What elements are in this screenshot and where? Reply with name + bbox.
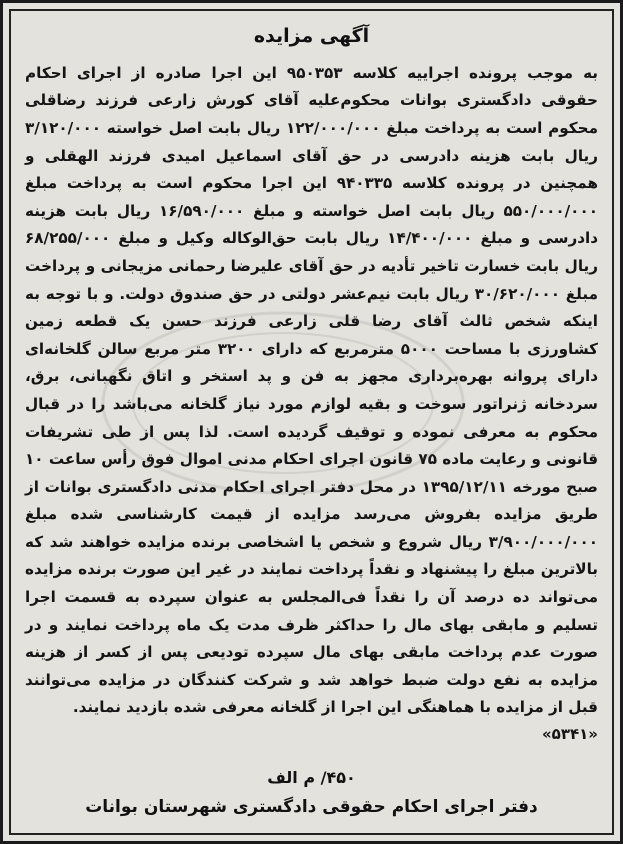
spacer <box>25 746 598 768</box>
notice-frame <box>9 9 614 835</box>
notice-code: ۴۵۰/ م الف <box>267 768 356 787</box>
notice-title: آگهی مزایده <box>253 25 370 47</box>
issuer-signature: دفتر اجرای احکام حقوقی دادگستری شهرستان بوانات <box>85 797 538 817</box>
reference-number: «۵۳۴۱» <box>541 725 598 744</box>
notice-body: به موجب پرونده اجراییه کلاسه ۹۵۰۳۵۳ این اجرا صادره از اجرای احکام حقوقی دادگستری بوانات محکوم‌علیه آقای کورش زارعی فرزند رضاقلی محکوم است به پرداخت مبلغ ۱۲۲/۰۰۰/۰۰۰ ریال بابت اصل خواسته ۳/۱۲۰/۰۰۰ ریال بابت هزینه دادرسی در حق آقای اسماعیل امیدی فرزند الهقلی و همچنین در پرونده کلاسه ۹۴۰۳۳۵ این اجرا محکوم است به پرداخت مبلغ ۵۵۰/۰۰۰/۰۰۰ ریال بابت اصل خواسته و مبلغ ۱۶/۵۹۰/۰۰۰ ریال بابت هزینه دادرسی و مبلغ ۱۴/۴۰۰/۰۰۰ ریال بابت حق‌الوکاله وکیل و مبلغ ۶۸/۲۵۵/۰۰۰ ریال بابت خسارت تاخیر تأدیه در حق آقای علیرضا رحمانی مزیجانی و پرداخت مبلغ ۳۰/۶۲۰/۰۰۰ ریال بابت نیم‌عشر دولتی در حق صندوق دولت. و با توجه به اینکه شخص ثالث آقای رضا قلی زارعی فرزند حسن یک قطعه زمین کشاورزی با مساحت ۵۰۰۰ مترمربع که دارای ۳۲۰۰ متر مربع سالن گلخانه‌ای دارای پروانه بهره‌برداری مجهز به فن و پد استخر و اتاق نگهبانی، برق، سردخانه ژنراتور سوخت و بقیه لوازم مورد نیاز گلخانه می‌باشد را در قبال محکوم به معرفی نموده و توقیف گردیده است. لذا پس از طی تشریفات قانونی و رعایت ماده ۷۵ قانون اجرای احکام مدنی اموال فوق رأس ساعت ۱۰ صبح مورخه ۱۳۹۵/۱۲/۱۱ در محل دفتر اجرای احکام مدنی دادگستری بوانات از طریق مزایده بفروش می‌رسد مزایده از قیمت کارشناسی شده مبلغ ۳/۹۰۰/۰۰۰/۰۰۰ ریال شروع و شخص یا اشخاصی برنده مزایده خواهند شد که بالاترین مبلغ را پیشنهاد و نقداً پرداخت نمایند در غیر این صورت برنده مزایده می‌تواند ده درصد آن را نقداً فی‌المجلس به عنوان سپرده به قسمت اجرا تسلیم و مابقی بهای مال را حداکثر ظرف مدت یک ماه پرداخت نمایند و در صورت عدم پرداخت مابقی بهای مال سپرده تودیعی پس از کسر از هزینه مزایده به نفع دولت ضبط خواهد شد و شرکت کنندگان در مزایده می‌توانند قبل از مزایده با هماهنگی این اجرا از گلخانه معرفی شده بازدید نمایند. <box>25 63 599 717</box>
